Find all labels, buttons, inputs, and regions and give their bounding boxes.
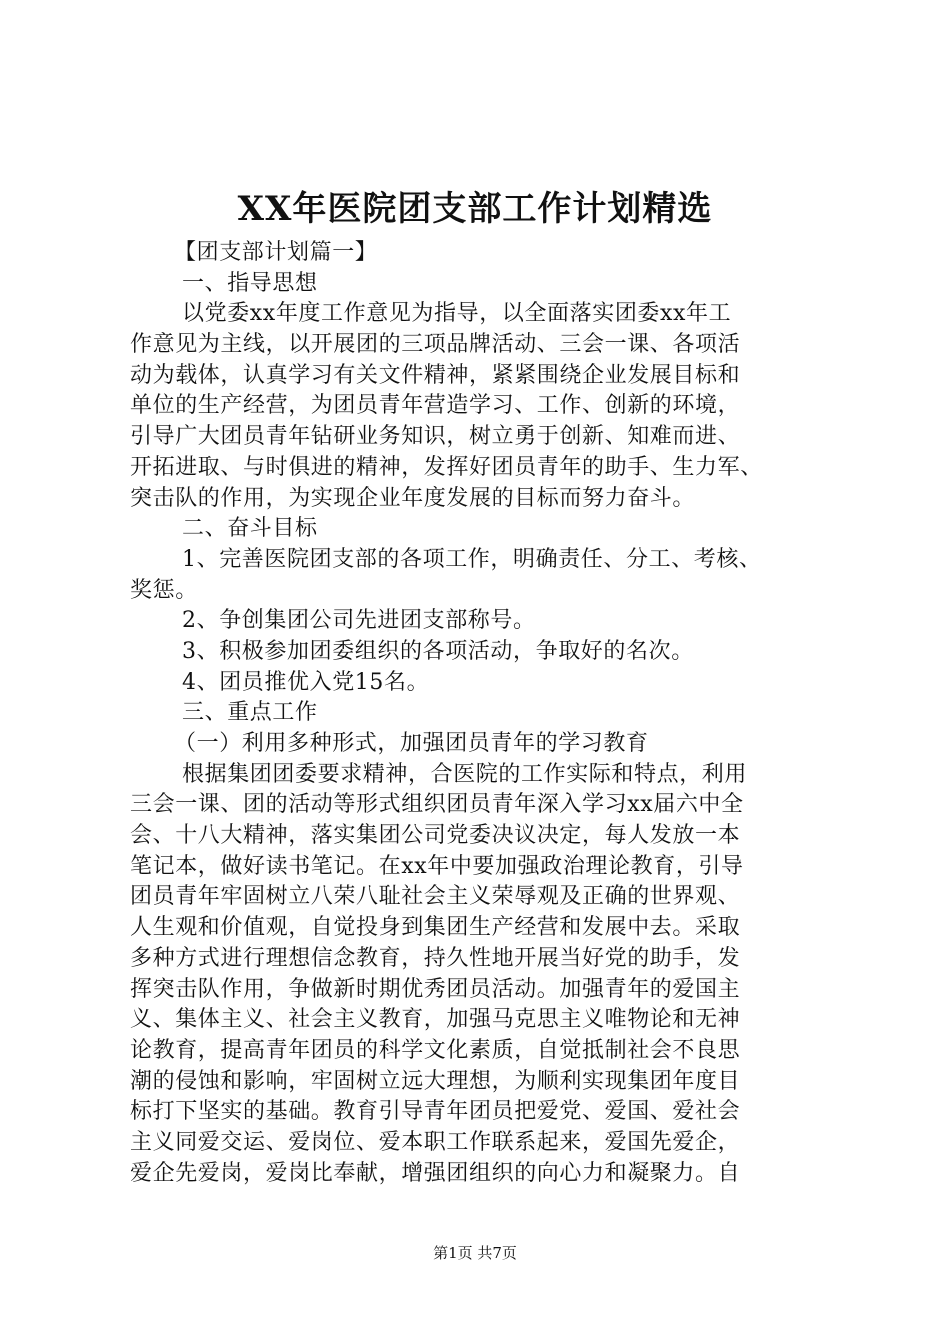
paragraph-line: 作意见为主线，以开展团的三项品牌活动、三会一课、各项活 [130, 332, 741, 358]
paragraph-line: 爱企先爱岗，爱岗比奉献，增强团组织的向心力和凝聚力。自 [130, 1160, 741, 1186]
paragraph-line: 义、集体主义、社会主义教育，加强马克思主义唯物论和无神 [130, 1007, 741, 1033]
paragraph-line: 笔记本，做好读书笔记。在xx年中要加强政治理论教育，引导 [130, 853, 744, 879]
paragraph-line: 团员青年牢固树立八荣八耻社会主义荣辱观及正确的世界观、 [130, 884, 741, 910]
list-item: 4、团员推优入党15名。 [182, 669, 430, 695]
paragraph-line: 动为载体，认真学习有关文件精神，紧紧围绕企业发展目标和 [130, 362, 741, 388]
paragraph-line: 引导广大团员青年钻研业务知识，树立勇于创新、知难而进、 [130, 424, 741, 450]
paragraph-line: 挥突击队作用，争做新时期优秀团员活动。加强青年的爱国主 [130, 976, 741, 1002]
list-item: 1、完善医院团支部的各项工作，明确责任、分工、考核、 [182, 546, 762, 572]
paragraph-line: 单位的生产经营，为团员青年营造学习、工作、创新的环境， [130, 393, 741, 419]
paragraph-line: 人生观和价值观，自觉投身到集团生产经营和发展中去。采取 [130, 915, 741, 941]
document-title: XX年医院团支部工作计划精选 [237, 189, 713, 229]
paragraph-line: 多种方式进行理想信念教育，持久性地开展当好党的助手，发 [130, 945, 741, 971]
paragraph-line: 标打下坚实的基础。教育引导青年团员把爱党、爱国、爱社会 [130, 1099, 741, 1125]
page-number: 第1页 共7页 [433, 1244, 517, 1262]
paragraph-line: 根据集团团委要求精神，合医院的工作实际和特点，利用 [182, 761, 748, 787]
section-heading: 三、重点工作 [182, 700, 318, 726]
paragraph-line: 会、十八大精神，落实集团公司党委决议决定，每人发放一本 [130, 823, 741, 849]
paragraph-line: 主义同爱交运、爱岗位、爱本职工作联系起来，爱国先爱企， [130, 1129, 741, 1155]
paragraph-line: 潮的侵蚀和影响，牢固树立远大理想，为顺利实现集团年度目 [130, 1068, 741, 1094]
section-label: 【团支部计划篇一】 [174, 240, 378, 265]
paragraph-line: 以党委xx年度工作意见为指导，以全面落实团委xx年工 [182, 301, 732, 327]
list-item: 3、积极参加团委组织的各项活动，争取好的名次。 [182, 638, 694, 664]
section-heading: 二、奋斗目标 [182, 516, 318, 542]
section-heading: 一、指导思想 [182, 270, 318, 296]
paragraph-line: 开拓进取、与时俱进的精神，发挥好团员青年的助手、生力军、 [130, 454, 763, 480]
document-body [130, 238, 835, 1189]
subsection-heading: （一）利用多种形式，加强团员青年的学习教育 [174, 731, 649, 756]
list-item-continuation: 奖惩。 [130, 577, 198, 603]
paragraph-line: 突击队的作用，为实现企业年度发展的目标而努力奋斗。 [130, 485, 696, 511]
paragraph-line: 论教育，提高青年团员的科学文化素质，自觉抵制社会不良思 [130, 1037, 741, 1063]
list-item: 2、争创集团公司先进团支部称号。 [182, 608, 536, 634]
paragraph-line: 三会一课、团的活动等形式组织团员青年深入学习xx届六中全 [130, 792, 744, 818]
